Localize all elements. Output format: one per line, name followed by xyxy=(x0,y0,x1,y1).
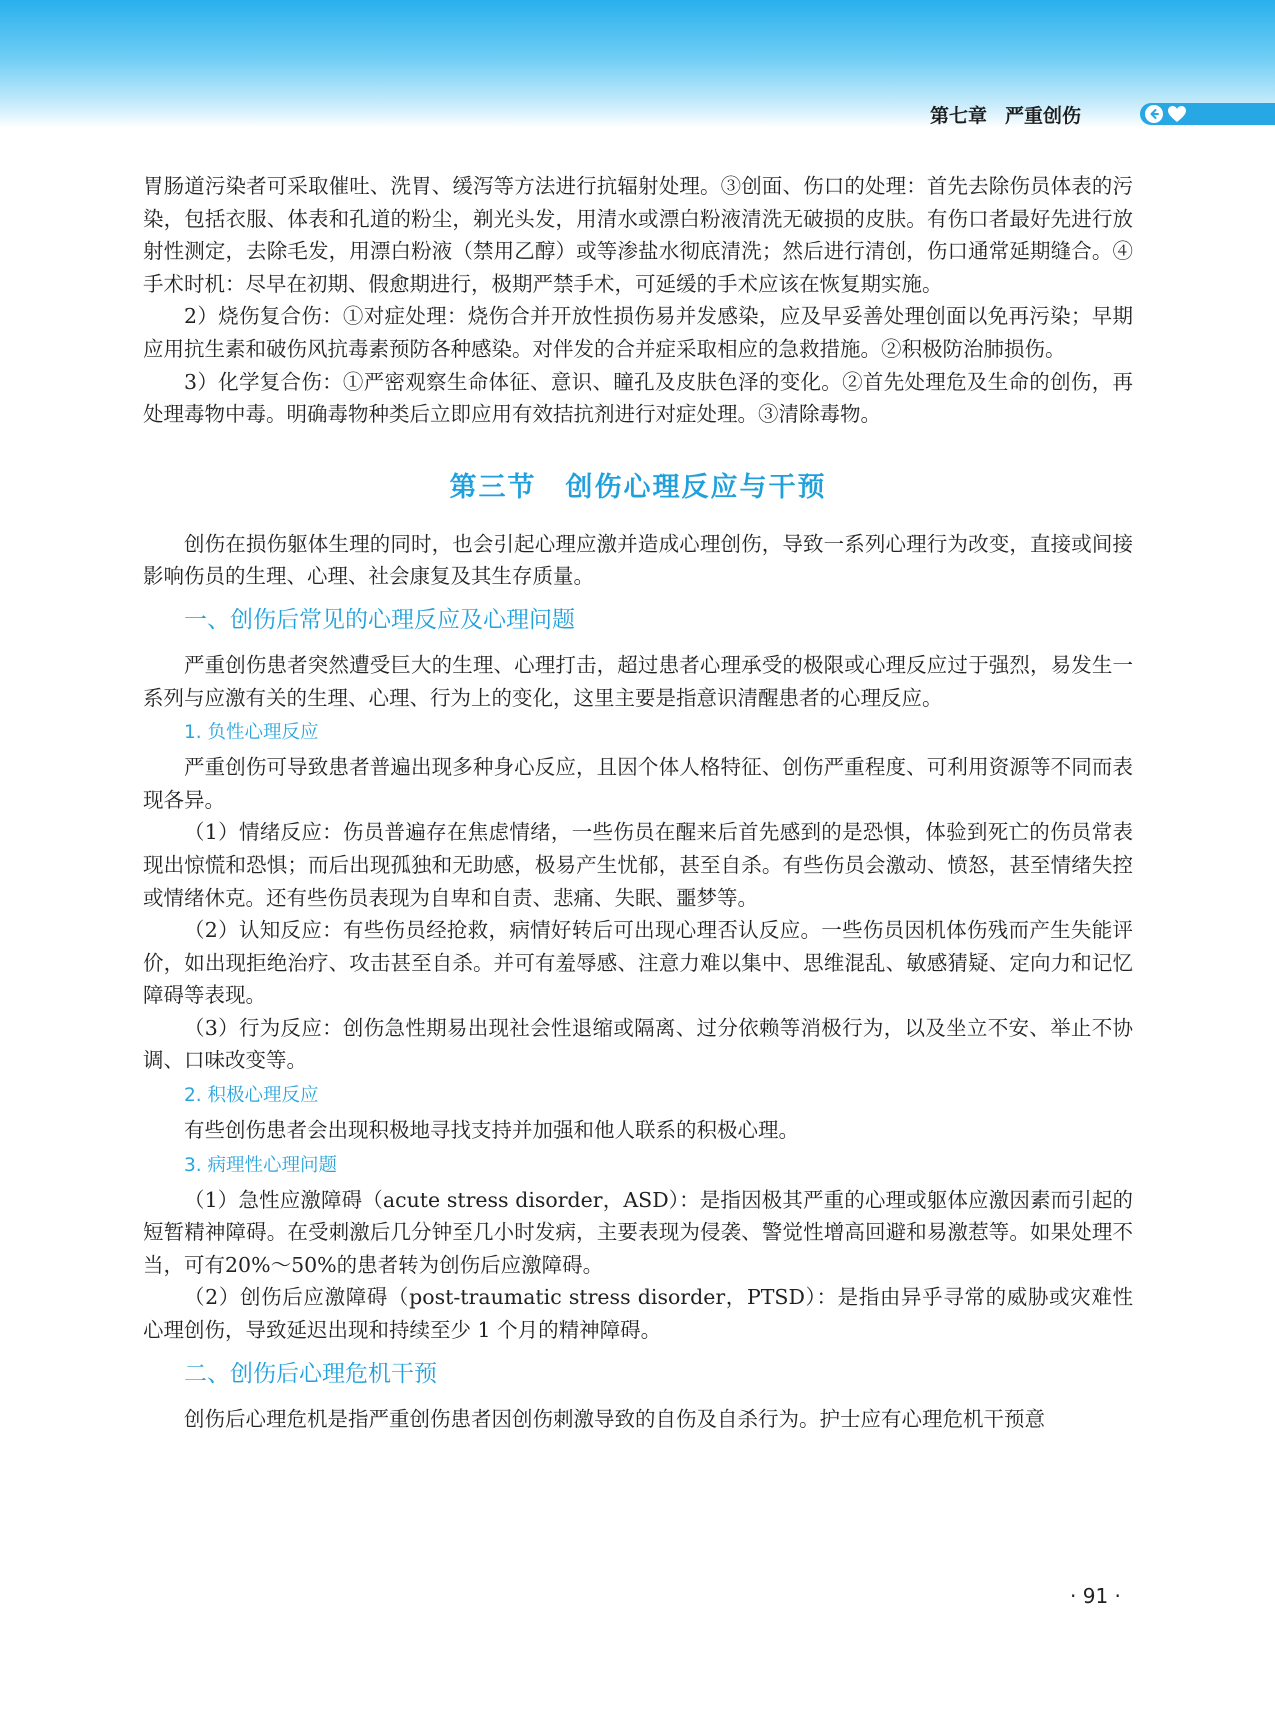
chapter-title: 严重创伤 xyxy=(1005,104,1082,127)
paragraph-emotional-reaction: （1）情绪反应：伤员普遍存在焦虑情绪，一些伤员在醒来后首先感到的是恐惧，体验到死亡的伤员常表现出惊慌和恐惧；而后出现孤独和无助感，极易产生忧郁，甚至自杀。有些伤员会激动、愤怒，甚至情绪失控或情绪休克。还有些伤员表现为自卑和自责、悲痛、失眠、噩梦等。 xyxy=(143,820,1133,910)
header-tab xyxy=(1140,103,1275,125)
paragraph-behavioral-reaction: （3）行为反应：创伤急性期易出现社会性退缩或隔离、过分依赖等消极行为，以及坐立不安、举止不协调、口味改变等。 xyxy=(143,1015,1133,1073)
paragraph-ptsd: （2）创伤后应激障碍（post-traumatic stress disorder，PTSD）：是指由异乎寻常的威胁或灾难性心理创伤，导致延迟出现和持续至少 1 个月的精神障碍。 xyxy=(143,1285,1133,1343)
heading-pathological-problems: 3. 病理性心理问题 xyxy=(184,1154,338,1176)
paragraph-cognitive-reaction: （2）认知反应：有些伤员经抢救，病情好转后可出现心理否认反应。一些伤员因机体伤残而产生失能评价，如出现拒绝治疗、攻击甚至自杀。并可有羞辱感、注意力难以集中、思维混乱、敏感猜疑、定向力和记忆障碍等表现。 xyxy=(143,918,1133,1008)
paragraph: 有些创伤患者会出现积极地寻找支持并加强和他人联系的积极心理。 xyxy=(184,1118,799,1143)
part1-intro: 严重创伤患者突然遭受巨大的生理、心理打击，超过患者心理承受的极限或心理反应过于强烈，易发生一系列与应激有关的生理、心理、行为上的变化，这里主要是指意识清醒患者的心理反应。 xyxy=(143,652,1133,710)
page-content xyxy=(143,170,1133,1435)
paragraph: 严重创伤可导致患者普遍出现多种身心反应，且因个体人格特征、创伤严重程度、可利用资源等不同而表现各异。 xyxy=(143,755,1133,812)
section-title: 第三节 创伤心理反应与干预 xyxy=(449,471,827,503)
page-number: · 91 · xyxy=(1070,1584,1121,1608)
paragraph-burn-combined-injury: 2）烧伤复合伤：①对症处理：烧伤合并开放性损伤易并发感染，应及早妥善处理创面以免再污染；早期应用抗生素和破伤风抗毒素预防各种感染。对伴发的合并症采取相应的急救措施。②积极防治肺损伤。 xyxy=(143,304,1133,361)
heading-positive-reactions: 2. 积极心理反应 xyxy=(184,1085,319,1107)
heading-negative-reactions: 1. 负性心理反应 xyxy=(184,722,319,744)
section-intro: 创伤在损伤躯体生理的同时，也会引起心理应激并造成心理创伤，导致一系列心理行为改变，直接或间接影响伤员的生理、心理、社会康复及其生存质量。 xyxy=(143,531,1133,589)
part2-intro: 创伤后心理危机是指严重创伤患者因创伤刺激导致的自伤及自杀行为。护士应有心理危机干预意 xyxy=(184,1406,1045,1431)
chapter-number: 第七章 xyxy=(930,104,988,127)
paragraph-asd: （1）急性应激障碍（acute stress disorder，ASD）：是指因极其严重的心理或躯体应激因素而引起的短暂精神障碍。在受刺激后几分钟至几小时发病，主要表现为侵袭、警觉性增高回避和易激惹等。如果处理不当，可有20%～50%的患者转为创伤后应激障碍。 xyxy=(143,1187,1133,1277)
arrow-left-icon xyxy=(1145,105,1163,123)
heading-part1: 一、创伤后常见的心理反应及心理问题 xyxy=(184,606,575,633)
header-band xyxy=(0,0,1275,128)
heading-part2: 二、创伤后心理危机干预 xyxy=(184,1360,437,1387)
paragraph-chemical-combined-injury: 3）化学复合伤：①严密观察生命体征、意识、瞳孔及皮肤色泽的变化。②首先处理危及生命的创伤，再处理毒物中毒。明确毒物种类后立即应用有效拮抗剂进行对症处理。③清除毒物。 xyxy=(143,369,1133,427)
running-header xyxy=(930,98,1081,130)
paragraph-continued: 胃肠道污染者可采取催吐、洗胃、缓泻等方法进行抗辐射处理。③创面、伤口的处理：首先去除伤员体表的污染，包括衣服、体表和孔道的粉尘，剃光头发，用清水或漂白粉液清洗无破损的皮肤。有伤口者最好先进行放射性测定，去除毛发，用漂白粉液（禁用乙醇）或等渗盐水彻底清洗；然后进行清创，伤口通常延期缝合。④手术时机：尽早在初期、假愈期进行，极期严禁手术，可延缓的手术应该在恢复期实施。 xyxy=(143,174,1133,296)
heart-icon xyxy=(1167,104,1189,124)
